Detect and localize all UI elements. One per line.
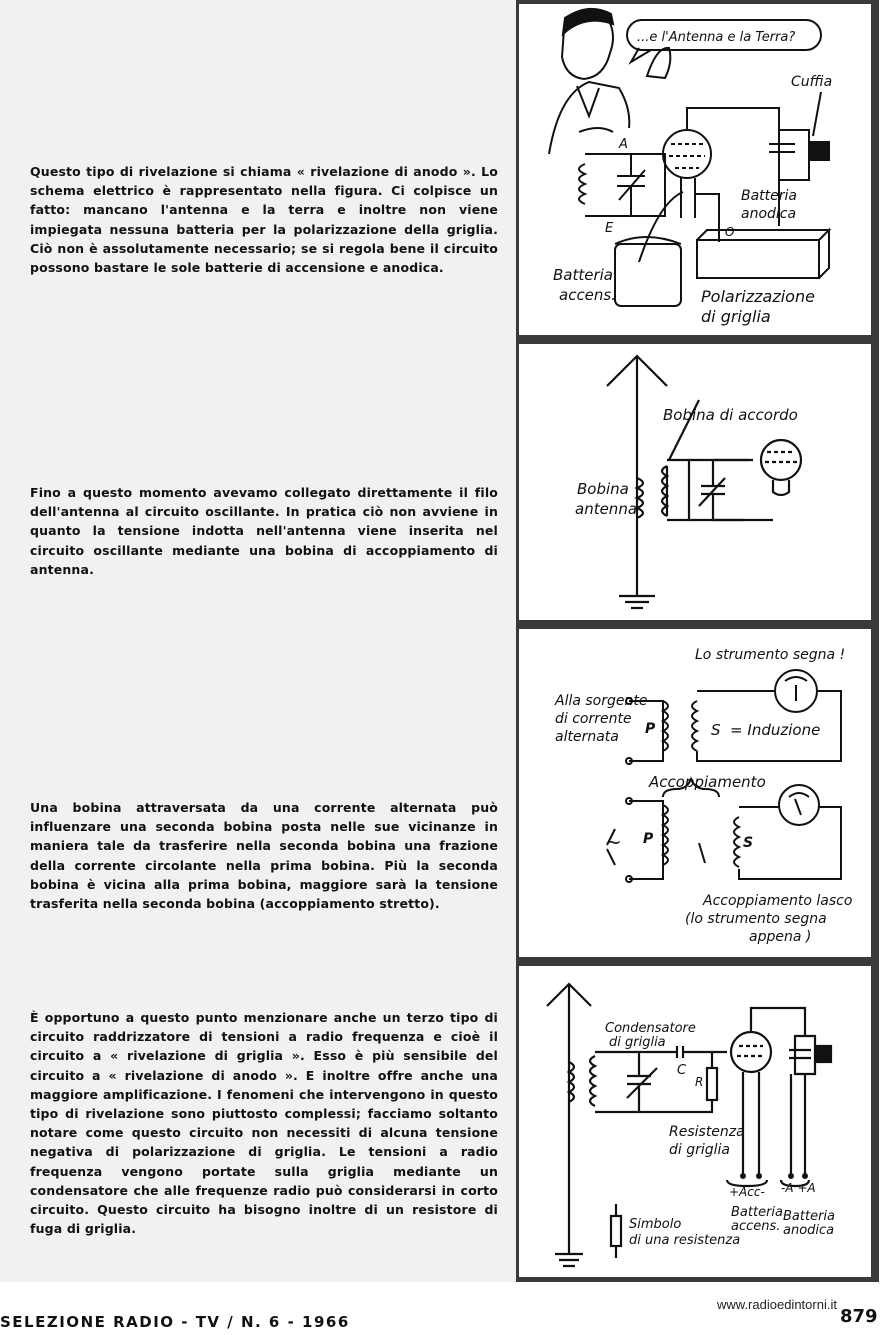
label-batteria-accens-1: Batteria [553,266,613,284]
label-polarizzazione-1: Polarizzazione [701,287,815,306]
speech-text: ...e l'Antenna e la Terra? [637,30,796,45]
tuning-coil [590,1056,595,1106]
label-batteria-accens-1: Batteria [731,1205,783,1220]
triode-tube [663,130,711,178]
tuning-coil [662,466,667,516]
label-acc-terminals: +Acc- [729,1185,765,1199]
text-panel-2 [0,338,516,623]
label-batteria-accens-2: accens. [559,286,617,304]
label-polarizzazione-2: di griglia [701,307,771,326]
label-p-bottom: P [643,831,654,847]
label-cuffia: Cuffia [791,74,833,90]
label-batteria-anodica-1: Batteria [741,188,797,204]
tuning-coil [579,164,585,204]
anode-battery [697,240,819,278]
triode-tube [731,1032,771,1072]
grid-detection-figure [519,966,871,1277]
battery-leads [743,1072,805,1176]
website-watermark[interactable]: www.radioedintorni.it [717,1297,837,1312]
label-tilde: ~ [605,830,622,854]
primary-bottom-coil [663,805,668,865]
headphone [817,1046,831,1062]
resistor-symbol [611,1216,621,1246]
label-lasco-1: Accoppiamento lasco [703,893,853,909]
text-panel-4 [0,960,516,1282]
induction-coupling-figure [519,629,871,957]
paragraph-rivelazione-griglia: È opportuno a questo punto menzionare anche un terzo tipo di circuito raddrizzatore di tensioni a radio frequenza e cioè il circuito a « rivelazione di griglia ». Esso è più sensibile del circuito a « rivelazione di anodo ». E inoltre offre anche una maggiore amplificazione. I fenomeni che intervengono in questo tipo di rivelazione sono piuttosto complessi; facciamo soltanto notare come questo circuito non necessiti di alcuna tensione negativa di polarizzazione di griglia. Le tensioni a radio frequenza vengono portate sulla griglia mediante un condensatore che alle frequenze radio può considerarsi in corto circuito. Questo circuito ha bisogno inoltre di un resistore di fuga di griglia. [30,1010,498,1237]
label-s-bottom: S [743,835,754,851]
man-tie [577,86,599,116]
label-resistenza-1: Resistenza [669,1124,745,1140]
label-condensatore-1: Condensatore [605,1021,696,1036]
label-batteria-anodica-2: anodica [741,206,797,222]
secondary-bottom-coil [734,817,739,867]
label-bobina-accordo: Bobina di accordo [663,406,798,424]
label-lasco-2: (lo strumento segna [685,911,827,927]
label-strumento-segna: Lo strumento segna ! [695,647,846,663]
label-batteria-accens-2: accens. [731,1219,781,1234]
paragraph-rivelazione-anodo: Questo tipo di rivelazione si chiama « rivelazione di anodo ». Lo schema elettrico è rappresentato nella figura. Ci colpisce un fatto: mancano l'antenna e la terra e inoltre non viene impiegata nessuna batteria per la polarizzazione della griglia. Ciò non è assolutamente necessario; se si regola bene il circuito possono bastare le sole batterie di accensione e anodica. [30,164,498,276]
label-s-induzione: S = Induzione [711,721,821,739]
filament-battery [615,244,681,306]
label-batteria-anodica-1: Batteria [783,1209,835,1224]
headphone-circuit [779,130,809,180]
label-o: O [725,225,735,239]
label-c: C [677,1063,687,1078]
label-simbolo-2: di una resistenza [629,1233,741,1248]
antenna-coupling-figure [519,344,871,620]
label-sorgente-2: di corrente [555,711,632,727]
man-raised-hand [647,48,670,78]
man-hand [579,128,613,132]
bypass-capacitor [769,144,795,152]
grid-capacitor [677,1046,683,1058]
label-condensatore-2: di griglia [609,1035,666,1050]
figure-panel-4 [516,962,879,1282]
label-lasco-3: appena ) [749,929,812,945]
grid-resistor [707,1068,717,1100]
label-sorgente-1: Alla sorgente [555,693,648,709]
figure-panel-3 [516,625,879,962]
ground-symbol [555,1254,583,1266]
figure-2-labels [575,406,798,518]
antenna-arrow [547,984,591,1254]
plate-wire [751,1008,805,1036]
man-hair [563,9,613,34]
label-a-terminals: -A +A [781,1181,816,1195]
ground-symbol [619,596,655,608]
bypass-capacitor [789,1050,811,1058]
label-batteria-anodica-2: anodica [783,1223,835,1238]
label-a: A [619,137,628,152]
text-panel-3 [0,623,516,960]
label-simbolo-1: Simbolo [629,1217,682,1232]
headphone [811,142,829,160]
triode-tube [761,440,801,480]
page-number: 879 [840,1306,878,1327]
plate-wire [687,108,779,130]
arrow-lasco [699,843,705,863]
figure-panel-1 [516,0,879,340]
tuning-capacitor [627,1052,651,1112]
label-e: E [605,221,614,236]
label-bobina-antenna-2: antenna [575,500,638,518]
secondary-bottom-circuit [739,807,841,879]
label-resistenza-2: di griglia [669,1142,731,1158]
label-accoppiamento: Accoppiamento [649,773,766,791]
paragraph-induzione: Una bobina attraversata da una corrente alternata può influenzare una seconda bobina posta nelle sue vicinanze in maniera tale da trasferire nella seconda bobina una frazione della corrente circolante nella prima bobina. Più la seconda bobina è vicina alla prima bobina, maggiore sarà la tensione trasferita nella seconda bobina (accoppiamento stretto). [30,800,498,912]
label-p-top: P [645,721,656,737]
meter-bottom [779,785,819,825]
secondary-top-coil [692,701,697,751]
figure-panel-2 [516,340,879,625]
tuned-circuit-wires [689,460,749,520]
label-sorgente-3: alternata [555,729,619,745]
label-bobina-antenna-1: Bobina [577,480,629,498]
text-panel-1 [0,0,516,338]
magazine-footer: SELEZIONE RADIO - TV / N. 6 - 1966 [0,1313,350,1331]
paragraph-bobina-accoppiamento: Fino a questo momento avevamo collegato direttamente il filo dell'antenna al circuito oscillante. In pratica ciò non avviene in quanto la tensione indotta nell'antenna viene inserita nel circuito oscillante mediante una bobina di accoppiamento di antenna. [30,485,498,577]
label-r: R [695,1075,704,1089]
antenna-arrow [607,356,667,596]
anode-detection-figure [519,4,871,335]
